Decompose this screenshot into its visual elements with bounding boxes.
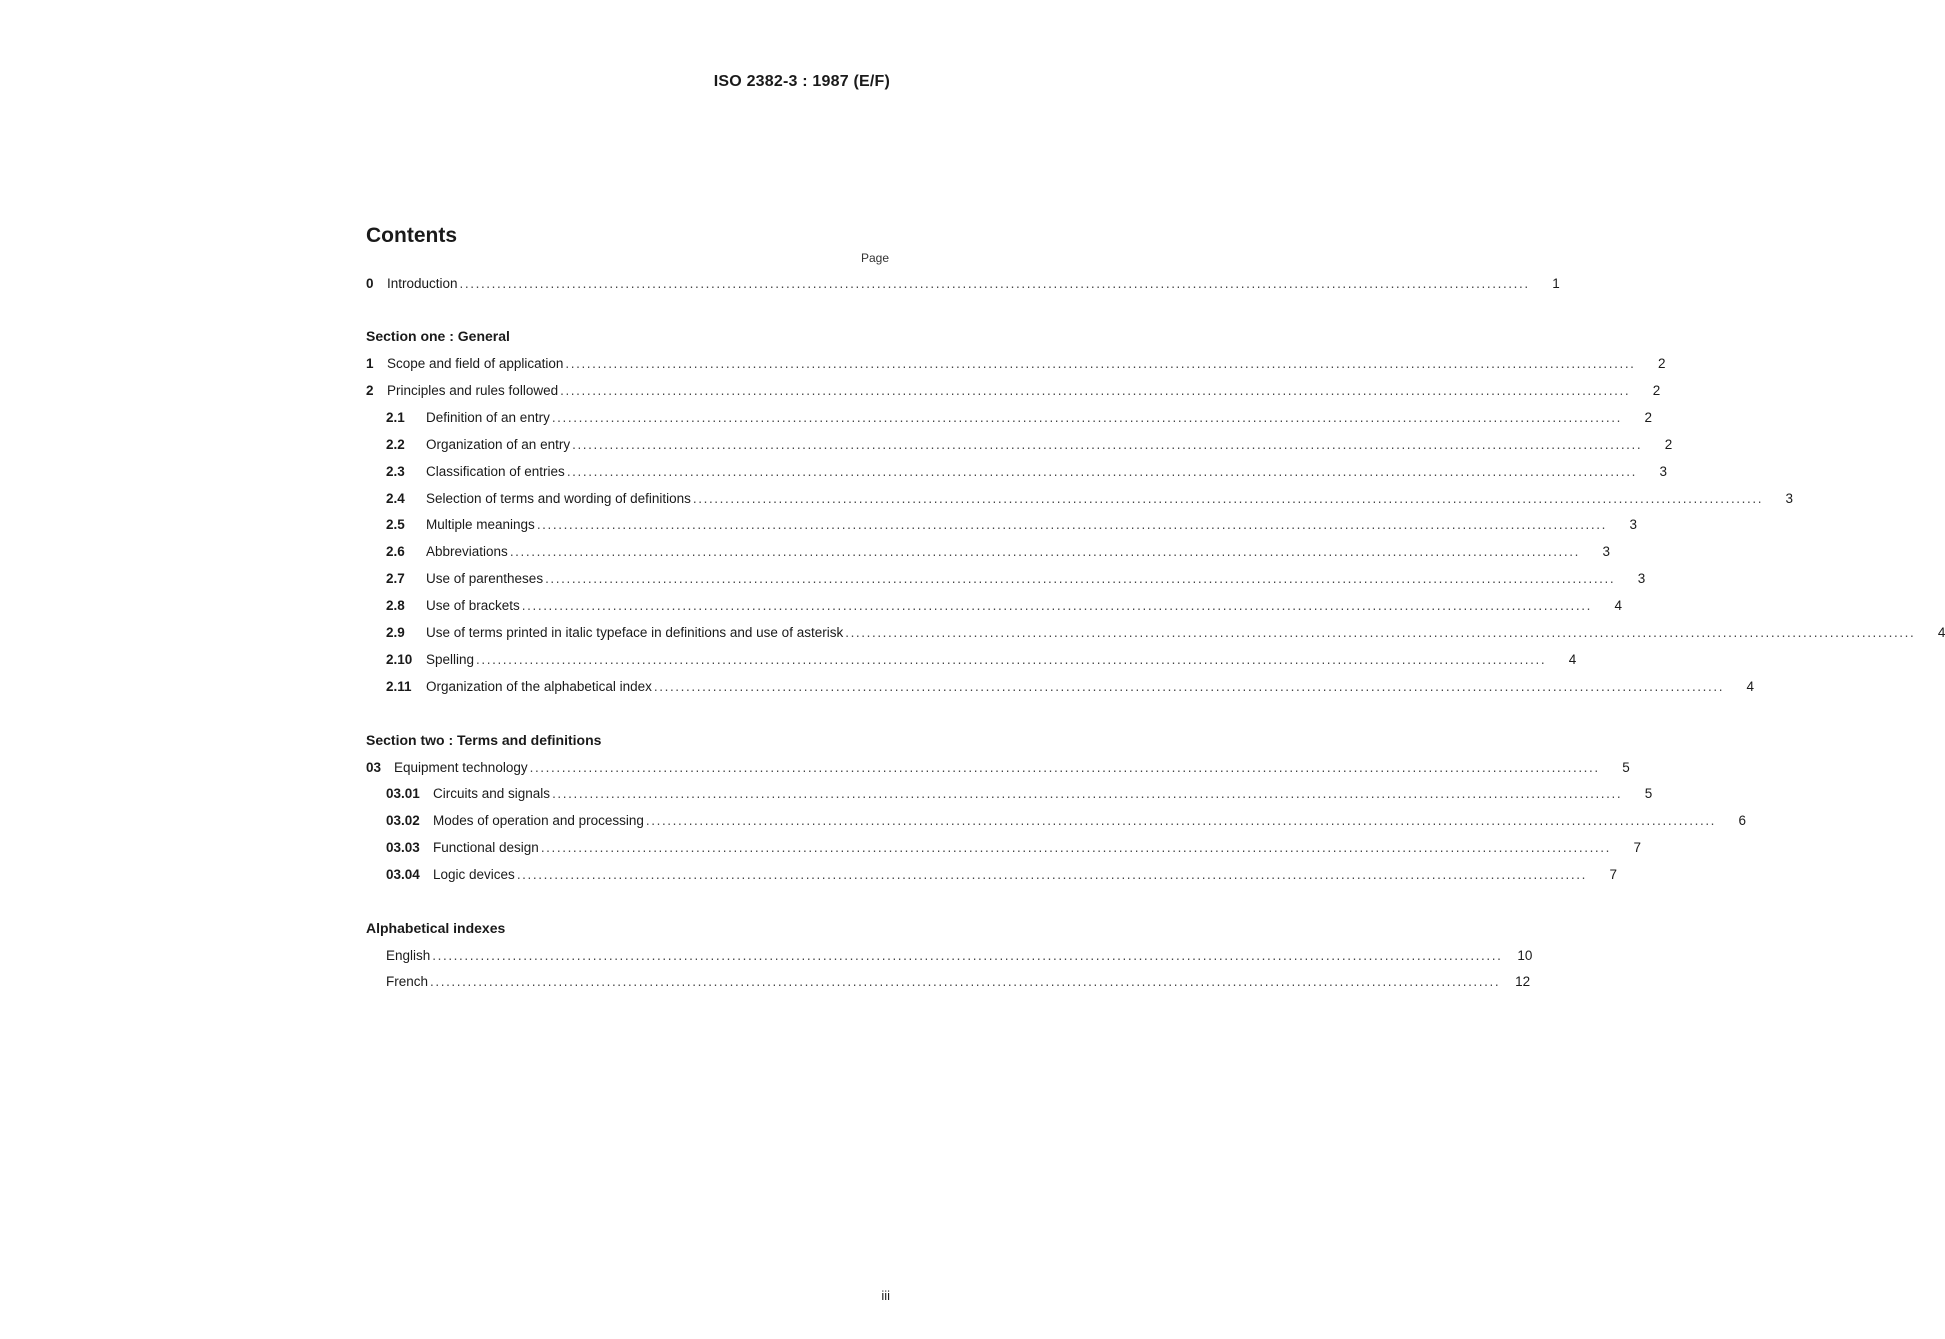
dot-leader: ........................................................................................................................................................................................................ — [432, 948, 1503, 963]
toc-subentry[interactable] — [386, 491, 1794, 511]
dot-leader: ........................................................................................................................................................................................................ — [545, 571, 1616, 586]
toc-number: 2.4 — [386, 491, 405, 506]
toc-title: Use of brackets — [426, 598, 520, 613]
dot-leader: ........................................................................................................................................................................................................ — [476, 652, 1547, 667]
toc-number: 2.10 — [386, 652, 413, 667]
toc-title: Use of terms printed in italic typeface in definitions and use of asterisk — [426, 625, 844, 640]
dot-leader: ........................................................................................................................................................................................................ — [540, 840, 1611, 855]
toc-title: Organization of an entry — [426, 437, 571, 452]
toc-page: 5 — [1644, 786, 1653, 801]
toc-subentry[interactable] — [386, 437, 1673, 457]
toc-subentry[interactable] — [386, 625, 1945, 645]
toc-title: Spelling — [426, 652, 475, 667]
toc-page: 2 — [1658, 356, 1666, 371]
toc-entry[interactable] — [366, 356, 1666, 376]
document-id: ISO 2382-3 : 1987 (E/F) — [713, 73, 890, 90]
toc-page: 3 — [1637, 571, 1646, 586]
toc-number: 03.01 — [386, 786, 420, 801]
toc-number: 03.04 — [386, 867, 420, 882]
toc-page: 3 — [1629, 517, 1637, 532]
dot-leader: ........................................................................................................................................................................................................ — [536, 517, 1607, 532]
toc-title: Multiple meanings — [426, 517, 535, 532]
toc-title: Use of parentheses — [426, 571, 544, 586]
toc-subentry[interactable] — [386, 652, 1577, 672]
toc-number: 2.5 — [386, 517, 405, 532]
toc-page: 7 — [1633, 840, 1641, 855]
toc-number: 2.1 — [386, 410, 405, 425]
toc-subentry[interactable] — [386, 464, 1667, 484]
toc-entry-introduction[interactable] — [366, 276, 1560, 296]
toc-number: 03.02 — [386, 813, 420, 828]
toc-page: 4 — [1937, 625, 1945, 640]
toc-number: 2.3 — [386, 464, 405, 479]
toc-number: 2.7 — [386, 571, 405, 586]
toc-index-entry[interactable] — [386, 974, 1531, 994]
toc-subentry[interactable] — [386, 598, 1622, 618]
toc-subentry[interactable] — [386, 544, 1610, 564]
toc-page: 2 — [1652, 383, 1661, 398]
toc-title: English — [386, 948, 431, 963]
toc-number: 03.03 — [386, 840, 420, 855]
toc-number: 2.8 — [386, 598, 405, 613]
dot-leader: ........................................................................................................................................................................................................ — [560, 383, 1631, 398]
toc-page: 3 — [1602, 544, 1610, 559]
page-column-label: Page — [860, 251, 889, 265]
toc-subentry[interactable] — [386, 517, 1637, 537]
contents-title: Contents — [366, 224, 457, 247]
toc-number: 2.2 — [386, 437, 405, 452]
toc-title: Abbreviations — [426, 544, 508, 559]
toc-entry[interactable] — [366, 760, 1630, 780]
toc-page: 5 — [1622, 760, 1630, 775]
toc-number: 2.11 — [386, 679, 412, 694]
toc-subentry[interactable] — [386, 786, 1653, 806]
toc-title: Circuits and signals — [433, 786, 551, 801]
toc-page: 7 — [1609, 867, 1617, 882]
toc-title: Introduction — [387, 276, 458, 291]
dot-leader: ........................................................................................................................................................................................................ — [845, 625, 1916, 640]
toc-subentry[interactable] — [386, 571, 1646, 591]
toc-page: 3 — [1659, 464, 1667, 479]
dot-leader: ........................................................................................................................................................................................................ — [509, 544, 1580, 559]
footer-page-number: iii — [881, 1288, 890, 1303]
indexes-heading: Alphabetical indexes — [366, 920, 506, 936]
section-two-heading: Section two : Terms and definitions — [366, 732, 602, 748]
toc-number: 0 — [366, 276, 374, 291]
toc-page: 2 — [1644, 410, 1652, 425]
toc-page: 4 — [1746, 679, 1755, 694]
dot-leader: ........................................................................................................................................................................................................ — [566, 464, 1637, 479]
toc-subentry[interactable] — [386, 813, 1747, 833]
dot-leader: ........................................................................................................................................................................................................ — [430, 974, 1501, 989]
dot-leader: ........................................................................................................................................................................................................ — [459, 276, 1530, 291]
toc-page: 2 — [1664, 437, 1673, 452]
toc-number: 2 — [366, 383, 374, 398]
toc-title: Modes of operation and processing — [433, 813, 644, 828]
dot-leader: ........................................................................................................................................................................................................ — [565, 356, 1636, 371]
dot-leader: ........................................................................................................................................................................................................ — [552, 786, 1623, 801]
dot-leader: ........................................................................................................................................................................................................ — [529, 760, 1600, 775]
dot-leader: ........................................................................................................................................................................................................ — [551, 410, 1622, 425]
toc-title: Organization of the alphabetical index — [426, 679, 652, 694]
toc-subentry[interactable] — [386, 679, 1755, 699]
toc-subentry[interactable] — [386, 410, 1652, 430]
toc-number: 2.6 — [386, 544, 405, 559]
toc-number: 1 — [366, 356, 374, 371]
dot-leader: ........................................................................................................................................................................................................ — [653, 679, 1725, 694]
toc-page: 12 — [1515, 974, 1531, 989]
toc-title: French — [386, 974, 429, 989]
dot-leader: ........................................................................................................................................................................................................ — [521, 598, 1592, 613]
toc-number: 03 — [366, 760, 382, 775]
toc-index-entry[interactable] — [386, 948, 1533, 968]
toc-title: Selection of terms and wording of definitions — [426, 491, 691, 506]
toc-entry[interactable] — [366, 383, 1661, 403]
toc-page: 4 — [1614, 598, 1622, 613]
toc-title: Principles and rules followed — [387, 383, 559, 398]
toc-subentry[interactable] — [386, 840, 1641, 860]
dot-leader: ........................................................................................................................................................................................................ — [516, 867, 1587, 882]
toc-title: Functional design — [433, 840, 539, 855]
dot-leader: ........................................................................................................................................................................................................ — [572, 437, 1643, 452]
toc-page: 3 — [1785, 491, 1794, 506]
toc-title: Logic devices — [433, 867, 515, 882]
toc-title: Equipment technology — [394, 760, 528, 775]
dot-leader: ........................................................................................................................................................................................................ — [645, 813, 1717, 828]
toc-title: Definition of an entry — [426, 410, 550, 425]
toc-page: 6 — [1738, 813, 1747, 828]
toc-page: 1 — [1552, 276, 1560, 291]
toc-number: 2.9 — [386, 625, 405, 640]
toc-page: 10 — [1517, 948, 1533, 963]
toc-subentry[interactable] — [386, 867, 1617, 887]
dot-leader: ........................................................................................................................................................................................................ — [692, 491, 1764, 506]
toc-title: Scope and field of application — [387, 356, 564, 371]
section-one-heading: Section one : General — [366, 328, 510, 344]
toc-title: Classification of entries — [426, 464, 565, 479]
toc-page: 4 — [1568, 652, 1577, 667]
